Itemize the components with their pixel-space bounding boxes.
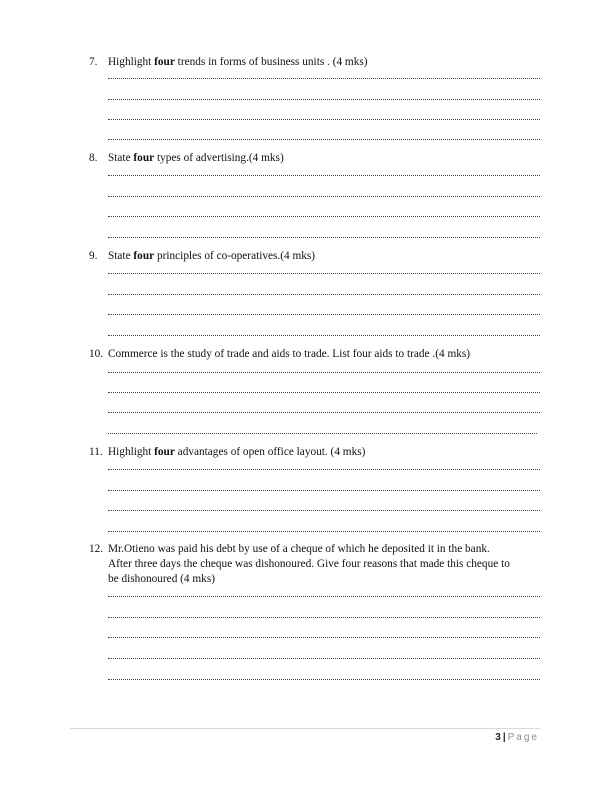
question-emphasis: four bbox=[133, 250, 155, 262]
answer-line[interactable] bbox=[108, 637, 540, 638]
question-text: Commerce is the study of trade and aids to trade. List four aids to trade .(4 mks) bbox=[108, 348, 471, 360]
question-text-part: advantages of open office layout. (4 mks) bbox=[174, 446, 366, 458]
question-text-part: types of advertising.(4 mks) bbox=[154, 152, 284, 164]
answer-line[interactable] bbox=[108, 175, 540, 176]
answer-line[interactable] bbox=[108, 237, 540, 238]
page-label: Page bbox=[507, 732, 539, 743]
answer-line[interactable] bbox=[108, 335, 540, 336]
question-number: 10. bbox=[89, 348, 104, 360]
answer-line[interactable] bbox=[108, 78, 540, 79]
answer-line[interactable] bbox=[108, 490, 540, 491]
question-number: 11. bbox=[89, 446, 103, 458]
question-text-line: be dishonoured (4 mks) bbox=[108, 573, 215, 585]
question-number: 12. bbox=[89, 543, 104, 555]
answer-line[interactable] bbox=[108, 469, 540, 470]
answer-line[interactable] bbox=[108, 196, 540, 197]
question-emphasis: four bbox=[154, 446, 175, 458]
question-number: 8. bbox=[89, 152, 98, 164]
footer-divider bbox=[70, 728, 540, 729]
answer-line[interactable] bbox=[108, 99, 540, 100]
answer-line[interactable] bbox=[108, 596, 540, 597]
answer-line[interactable] bbox=[108, 273, 540, 274]
answer-line[interactable] bbox=[108, 658, 540, 659]
question-text-part: trends in forms of business units . (4 mks) bbox=[174, 56, 368, 68]
answer-line[interactable] bbox=[108, 216, 540, 217]
question-text-part: Highlight bbox=[108, 446, 155, 458]
question-emphasis: four bbox=[154, 56, 175, 68]
question-text-part: State bbox=[108, 152, 134, 164]
question-text bbox=[108, 55, 368, 70]
answer-line[interactable] bbox=[108, 392, 540, 393]
answer-line[interactable] bbox=[108, 412, 540, 413]
answer-line[interactable] bbox=[108, 139, 540, 140]
question-text-part: principles of co-operatives.(4 mks) bbox=[154, 250, 316, 262]
question-number: 7. bbox=[89, 56, 98, 68]
question-text bbox=[108, 445, 365, 460]
answer-line[interactable] bbox=[108, 433, 537, 434]
question-number: 9. bbox=[89, 250, 98, 262]
answer-line[interactable] bbox=[108, 294, 540, 295]
answer-line[interactable] bbox=[108, 679, 540, 680]
question-text-part: State bbox=[108, 250, 134, 262]
answer-line[interactable] bbox=[108, 531, 540, 532]
question-text bbox=[108, 151, 284, 166]
footer-separator: | bbox=[502, 732, 506, 743]
answer-line[interactable] bbox=[108, 617, 540, 618]
page-footer bbox=[495, 731, 539, 744]
question-text-line: Mr.Otieno was paid his debt by use of a cheque of which he deposited it in the bank. bbox=[108, 543, 490, 555]
question-emphasis: four bbox=[133, 152, 155, 164]
answer-line[interactable] bbox=[108, 510, 540, 511]
question-text-part: Highlight bbox=[108, 56, 155, 68]
answer-line[interactable] bbox=[108, 372, 540, 373]
question-text bbox=[108, 249, 315, 264]
question-text-line: After three days the cheque was dishonoured. Give four reasons that made this cheque to bbox=[108, 558, 510, 570]
answer-line[interactable] bbox=[108, 119, 540, 120]
page-number: 3 bbox=[495, 732, 501, 743]
answer-line[interactable] bbox=[108, 314, 540, 315]
